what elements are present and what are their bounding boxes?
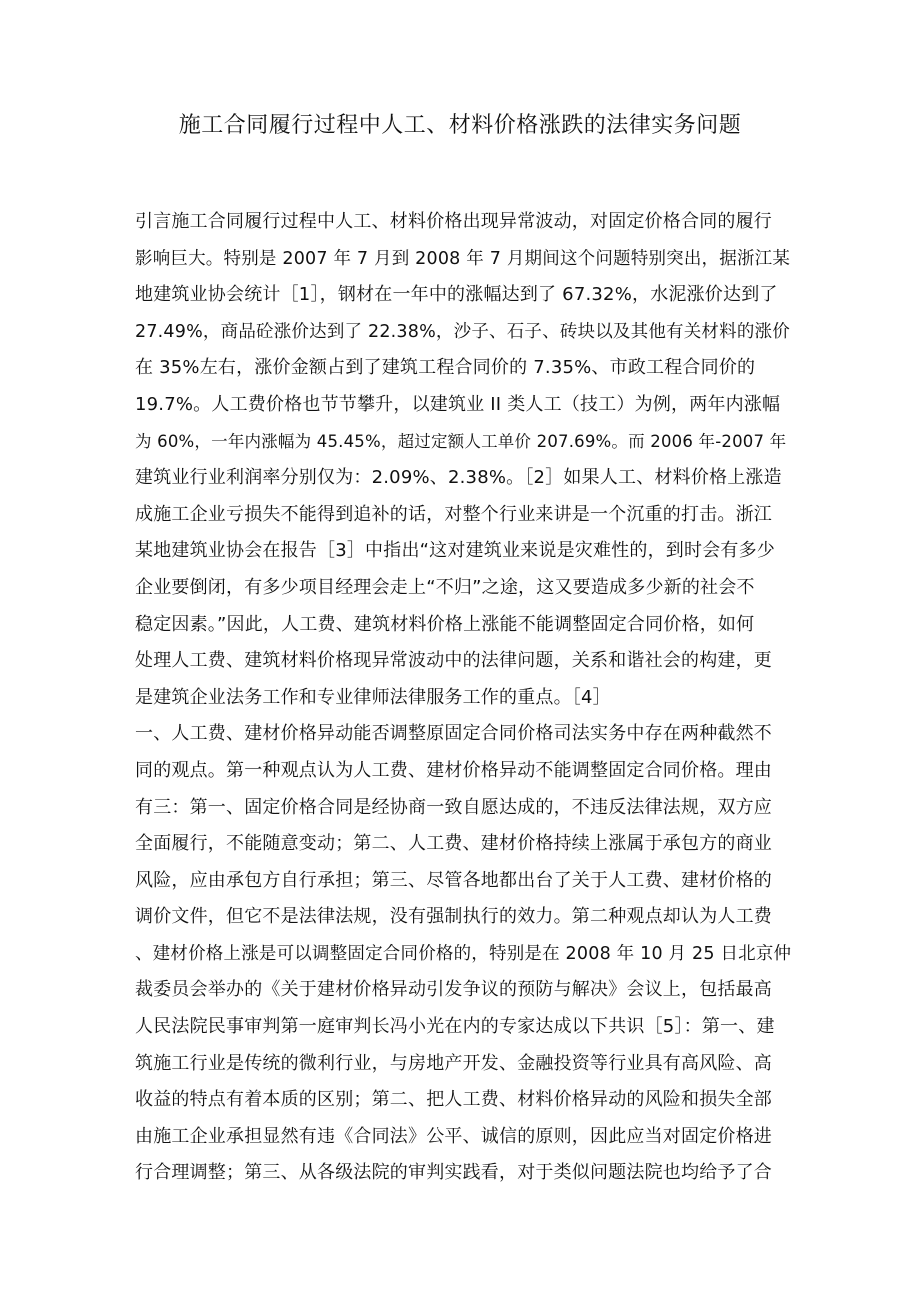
text-line: 风险，应由承包方自行承担；第三、尽管各地都出台了关于人工费、建材价格的 [135, 869, 772, 891]
text-line: 影响巨大。特别是 2007 年 7 月到 2008 年 7 月期间这个问题特别突出，据浙江某 [135, 248, 791, 269]
text-line: 收益的特点有着本质的区别；第二、把人工费、材料价格异动的风险和损失全部 [135, 1089, 772, 1111]
text-line: 引言施工合同履行过程中人工、材料价格出现异常波动，对固定价格合同的履行 [135, 211, 772, 232]
text-line: 19.7%。人工费价格也节节攀升，以建筑业 II 类人工（技工）为例，两年内涨幅 [135, 393, 781, 415]
text-line: 同的观点。第一种观点认为人工费、建材价格异动不能调整固定合同价格。理由 [135, 759, 772, 781]
text-line: 一、人工费、建材价格异动能否调整原固定合同价格司法实务中存在两种截然不 [135, 723, 772, 745]
text-line: 有三：第一、固定价格合同是经协商一致自愿达成的，不违反法律法规，双方应 [135, 796, 772, 818]
text-line: 全面履行，不能随意变动；第二、人工费、建材价格持续上涨属于承包方的商业 [135, 833, 772, 855]
text-line: 筑施工行业是传统的微利行业，与房地产开发、金融投资等行业具有高风险、高 [135, 1052, 772, 1074]
text-line: 调价文件，但它不是法律法规，没有强制执行的效力。第二种观点却认为人工费 [135, 906, 772, 928]
text-line: 行合理调整；第三、从各级法院的审判实践看，对于类似问题法院也均给予了合 [135, 1162, 772, 1184]
text-line: 由施工企业承担显然有违《合同法》公平、诚信的原则，因此应当对固定价格进 [135, 1125, 772, 1147]
text-line: 建筑业行业利润率分别仅为：2.09%、2.38%。［2］如果人工、材料价格上涨造 [135, 467, 782, 489]
text-line: 某地建筑业协会在报告［3］中指出“这对建筑业来说是灾难性的，到时会有多少 [135, 540, 775, 562]
document-body [135, 204, 795, 1192]
text-line: 为 60%，一年内涨幅为 45.45%，超过定额人工单价 207.69%。而 2006 年-2007 年 [135, 431, 787, 451]
text-line: 企业要倒闭，有多少项目经理会走上“不归”之途，这又要造成多少新的社会不 [135, 576, 755, 598]
text-line: 裁委员会举办的《关于建材价格异动引发争议的预防与解决》会议上，包括最高 [135, 979, 772, 1001]
text-line: 处理人工费、建筑材料价格现异常波动中的法律问题，关系和谐社会的构建，更 [135, 650, 772, 672]
document-title: 施工合同履行过程中人工、材料价格涨跌的法律实务问题 [178, 113, 742, 138]
text-line: 人民法院民事审判第一庭审判长冯小光在内的专家达成以下共识［5］：第一、建 [135, 1016, 775, 1038]
text-line: 在 35%左右，涨价金额占到了建筑工程合同价的 7.35%、市政工程合同价的 [135, 357, 756, 379]
text-line: 成施工企业亏损失不能得到追补的话，对整个行业来讲是一个沉重的打击。浙江 [135, 503, 772, 525]
text-line: 27.49%，商品砼涨价达到了 22.38%，沙子、石子、砖块以及其他有关材料的涨价 [135, 321, 790, 342]
text-line: 、建材价格上涨是可以调整固定合同价格的，特别是在 2008 年 10 月 25 日北京仲 [135, 943, 792, 964]
text-line: 地建筑业协会统计［1］，钢材在一年中的涨幅达到了 67.32%，水泥涨价达到了 [135, 284, 778, 306]
text-line: 稳定因素。”因此，人工费、建筑材料价格上涨能不能调整固定合同价格，如何 [135, 613, 755, 635]
text-line: 是建筑企业法务工作和专业律师法律服务工作的重点。［4］ [135, 686, 611, 708]
